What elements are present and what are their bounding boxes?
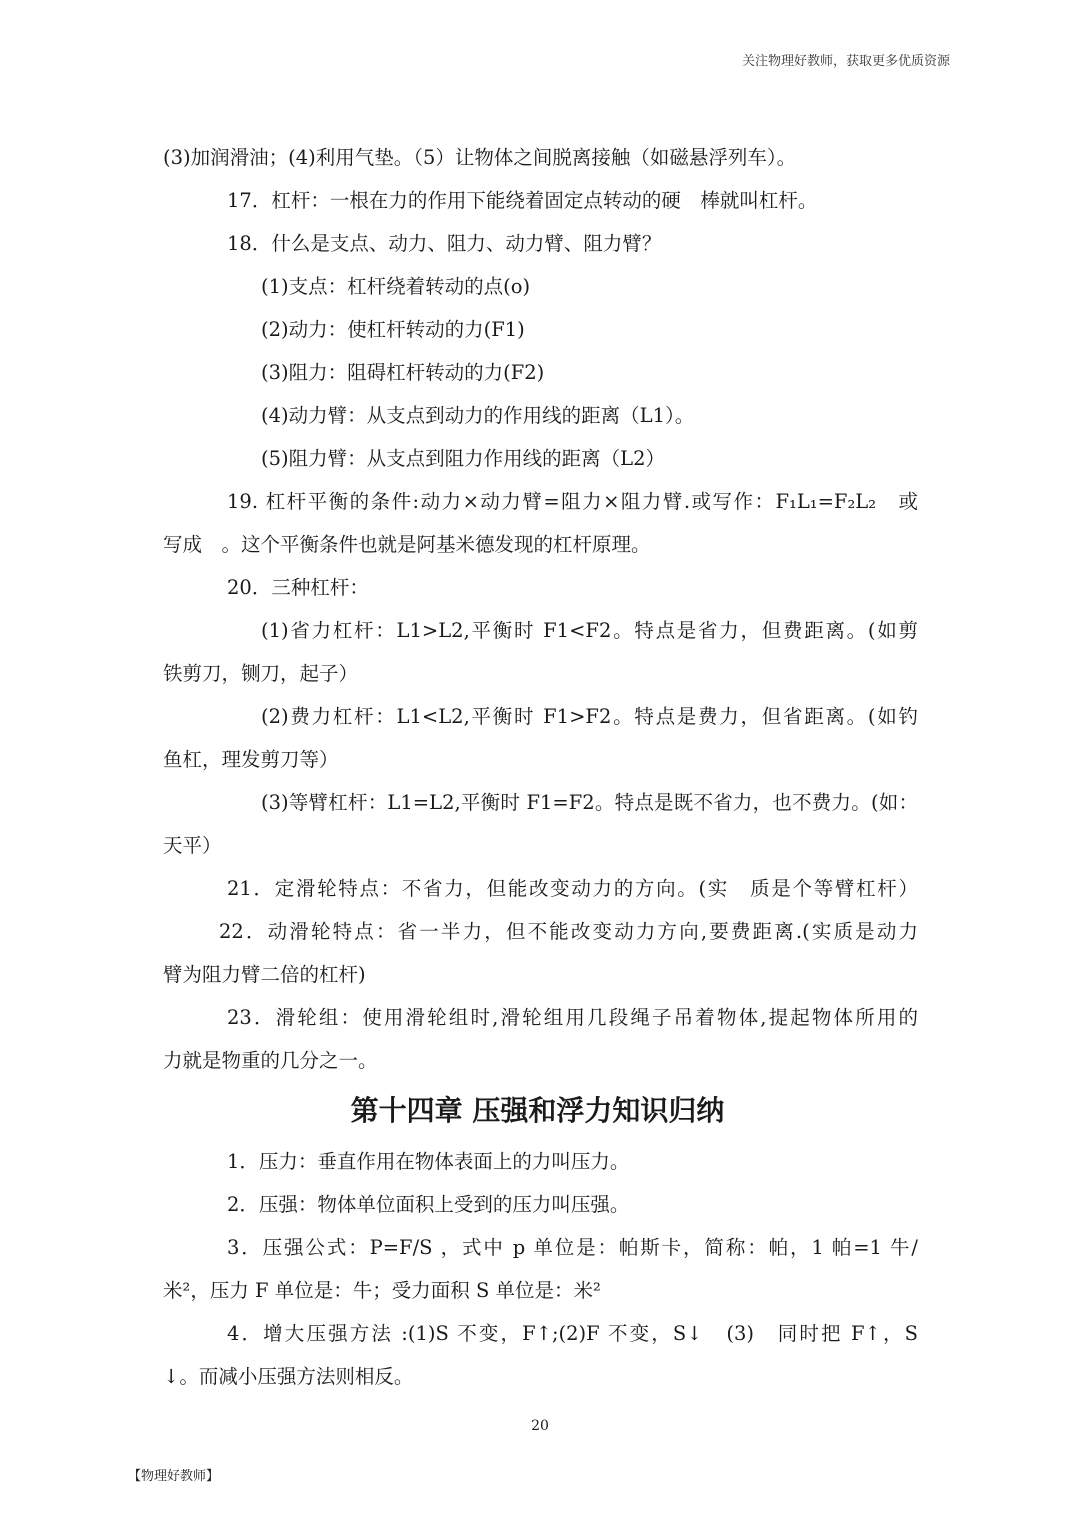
text-line: 臂为阻力臂二倍的杠杆) [163,963,366,986]
text-line: 3．压强公式：P=F/S ，式中 p 单位是：帕斯卡，简称：帕，1 帕=1 牛/ [227,1236,918,1259]
text-line: 鱼杠，理发剪刀等） [163,748,339,771]
text-block-levers [163,136,918,1082]
footer-brand-tag: 【物理好教师】 [128,1469,220,1484]
text-line: (1)支点：杠杆绕着转动的点(o) [261,275,531,298]
text-line: 铁剪刀，铡刀，起子） [163,662,359,685]
header-promo-note: 关注物理好教师，获取更多优质资源 [741,54,950,69]
text-line: 1．压力：垂直作用在物体表面上的力叫压力。 [227,1150,630,1173]
text-line: (4)动力臂：从支点到动力的作用线的距离（L1）。 [261,404,695,427]
text-line: 22．动滑轮特点：省一半力，但不能改变动力方向,要费距离.(实质是动力 [219,920,918,943]
text-line: (3)阻力：阻碍杠杆转动的力(F2) [261,361,545,384]
text-line: (3)等臂杠杆：L1=L2,平衡时 F1=F2。特点是既不省力，也不费力。(如： [261,791,918,814]
text-line: (3)加润滑油；(4)利用气垫。（5）让物体之间脱离接触（如磁悬浮列车）。 [163,146,797,169]
page-body [163,136,918,1398]
text-line: ↓。而减小压强方法则相反。 [163,1365,414,1388]
text-line: 4．增大压强方法 :(1)S 不变，F↑;(2)F 不变，S↓ (3) 同时把 F↑，S [227,1322,918,1345]
text-line: 19. 杠杆平衡的条件:动力×动力臂=阻力×阻力臂.或写作：F₁L₁=F₂L₂ 或 [227,490,918,513]
text-line: 写成 。这个平衡条件也就是阿基米德发现的杠杆原理。 [163,533,651,556]
text-line: (5)阻力臂：从支点到阻力作用线的距离（L2） [261,447,665,470]
page-number: 20 [531,1418,549,1434]
text-line: (2)费力杠杆：L1<L2,平衡时 F1>F2。特点是费力，但省距离。(如钓 [261,705,918,728]
chapter-title: 第十四章 压强和浮力知识归纳 [350,1094,725,1127]
text-line: 17．杠杆：一根在力的作用下能绕着固定点转动的硬 棒就叫杠杆。 [227,189,818,212]
text-line: 力就是物重的几分之一。 [163,1049,378,1072]
text-line: 天平） [163,834,222,857]
text-line: 20．三种杠杆： [227,576,369,599]
text-line: 18．什么是支点、动力、阻力、动力臂、阻力臂？ [227,232,662,255]
text-line: 21．定滑轮特点：不省力，但能改变动力的方向。(实 质是个等臂杠杆） [227,877,918,900]
text-line: 23．滑轮组：使用滑轮组时,滑轮组用几段绳子吊着物体,提起物体所用的 [227,1006,918,1029]
text-line: 2．压强：物体单位面积上受到的压力叫压强。 [227,1193,630,1216]
text-line: (2)动力：使杠杆转动的力(F1) [261,318,525,341]
text-block-pressure [163,1140,918,1398]
text-line: 米²，压力 F 单位是：牛；受力面积 S 单位是：米² [163,1279,601,1302]
text-line: (1)省力杠杆：L1>L2,平衡时 F1<F2。特点是省力，但费距离。(如剪 [261,619,918,642]
